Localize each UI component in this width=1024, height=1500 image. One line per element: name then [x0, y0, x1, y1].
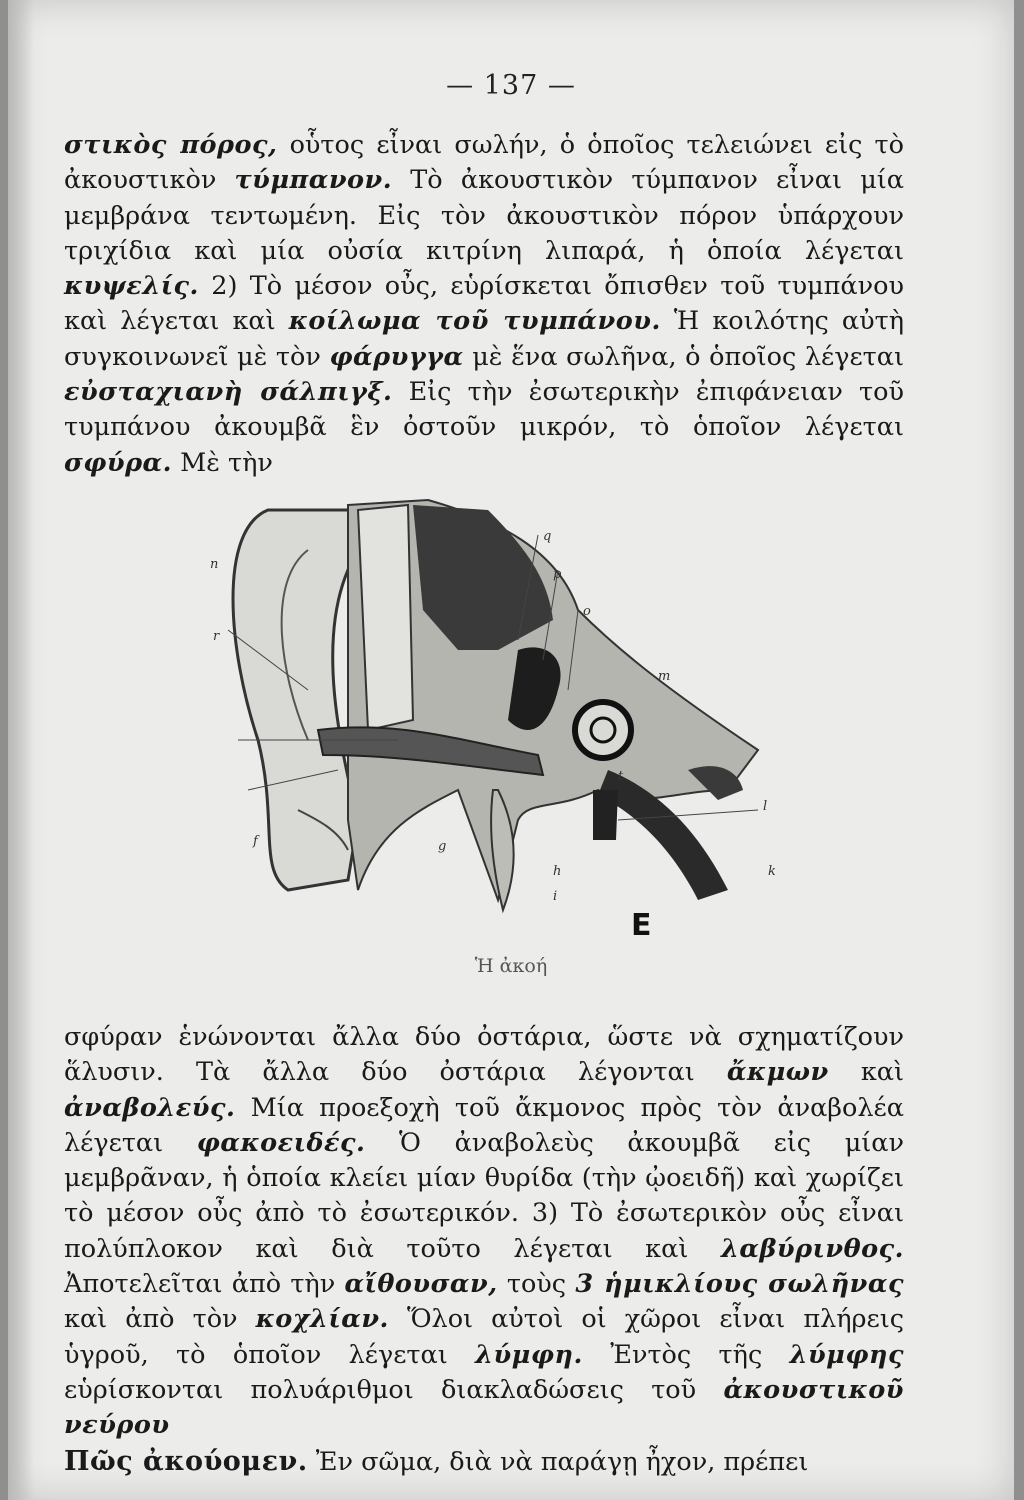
term-bold: λύμφη. — [475, 1339, 583, 1370]
text-run: Ἐν σῶμα, διὰ νὰ παράγῃ ἦχον, πρέπει — [307, 1446, 809, 1477]
text-run: οὗτος εἶναι σωλήν, ὁ ὁποῖος τελειώνει εἰς τὸ ἀκουστικὸν — [64, 130, 904, 196]
term-bold: λαβύρινθος. — [720, 1233, 904, 1264]
text-run: τοὺς — [497, 1269, 576, 1300]
text-run: Ὁ ἀναβολεὺς ἀκουμβᾶ εἰς μίαν μεμβρᾶναν, ἡ ὁποία κλείει μίαν θυρίδα (τὴν ᾠοειδῆ) καὶ χωρίζει τὸ μέσον οὖς ἀπὸ τὸ ἐσωτερικόν. 3) Τὸ ἐσωτερικὸν οὖς εἶναι πολύπλοκον καὶ διὰ τοῦτο λέγεται καὶ — [64, 1127, 904, 1264]
term-bold: σφύρα. — [64, 447, 173, 478]
figure-caption: Ἡ ἀκοή — [474, 955, 548, 977]
fig-label: n — [210, 557, 219, 572]
term-bold: τύμπανον. — [234, 165, 393, 196]
fig-label: i — [553, 889, 558, 904]
term-bold: 3 ἡμικλίους σωλῆνας — [575, 1269, 904, 1300]
text-run: 2) Τὸ μέσον οὖς, εὑρίσκεται ὄπισθεν τοῦ τυμπάνου καὶ λέγεται καὶ — [64, 271, 904, 337]
binding-shadow — [8, 0, 34, 1500]
fig-label: m — [658, 669, 671, 684]
fig-label: l — [763, 799, 768, 814]
term-bold: ἀκουστικοῦ νεύρου — [64, 1374, 904, 1441]
text-run: Ἀποτελεῖται ἀπὸ τὴν — [64, 1269, 345, 1300]
page-number: — 137 — — [446, 70, 576, 101]
fig-label: r — [213, 629, 220, 644]
term-bold: στικὸς πόρος, — [64, 130, 278, 160]
text-run: Ὅλοι αὐτοὶ οἱ χῶροι εἶναι πλήρεις ὑγροῦ, τὸ ὁποῖον λέγεται — [64, 1304, 905, 1370]
text-run: Εἰς τὴν ἐσωτερικὴν ἐπιφάνειαν τοῦ τυμπάνου ἀκουμβᾶ ἓν ὀστοῦν μικρόν, τὸ ὁποῖον λέγεται — [64, 377, 904, 443]
term-bold: αἴθουσαν, — [344, 1269, 498, 1300]
term-bold: κυψελίς. — [64, 271, 199, 302]
figure-corner-mark: E — [631, 908, 652, 943]
fig-label: f — [253, 834, 258, 849]
term-bold: κοχλίαν. — [255, 1304, 389, 1335]
term-bold: λύμφης — [789, 1339, 904, 1370]
paragraph-2 — [64, 1020, 904, 1480]
text-run: καὶ — [828, 1057, 904, 1088]
text-run: μὲ ἕνα σωλῆνα, ὁ ὁποῖος λέγεται — [463, 341, 904, 372]
text-run: Μὲ τὴν — [172, 447, 273, 478]
term-bold: εὐσταχιανὴ σάλπιγξ. — [64, 377, 393, 408]
text-run: καὶ ἀπὸ τὸν — [64, 1304, 256, 1335]
text-run: Μία προεξοχὴ τοῦ ἄκμονος πρὸς τὸν ἀναβολέα λέγεται — [64, 1092, 904, 1158]
text-run: Ἡ κοιλότης αὐτὴ συγκοινωνεῖ μὲ τὸν — [64, 306, 904, 372]
ear-anatomy-illustration — [198, 490, 798, 950]
fig-label: g — [438, 839, 447, 854]
text-run: Ἐντὸς τῆς — [582, 1339, 790, 1370]
text-run: εὑρίσκονται πολυάριθμοι διακλαδώσεις τοῦ — [64, 1374, 724, 1405]
paragraph-1 — [64, 128, 904, 481]
fig-label: p — [553, 567, 562, 582]
fig-label: q — [543, 529, 552, 544]
term-bold: φάρυγγα — [329, 341, 464, 372]
fig-label: h — [553, 864, 562, 879]
term-bold: κοίλωμα τοῦ τυμπάνου. — [288, 306, 661, 337]
section-heading: Πῶς ἀκούομεν. — [64, 1445, 308, 1477]
text-run: Τὸ ἀκουστικὸν τύμπανον εἶναι μία μεμβράνα τεντωμένη. Εἰς τὸν ἀκουστικὸν πόρον ὑπάρχουν τριχίδια καὶ μία οὐσία κιτρίνη λιπαρά, ἡ ὁποία λέγεται — [64, 165, 904, 266]
term-bold: φακοειδές. — [196, 1127, 366, 1158]
book-page — [8, 0, 1014, 1500]
fig-label: o — [583, 604, 591, 619]
fig-label: k — [768, 864, 776, 879]
term-bold: ἀναβολεύς. — [64, 1092, 236, 1123]
fig-label: t — [618, 769, 624, 784]
text-run: σφύραν ἑνώνονται ἄλλα δύο ὀστάρια, ὥστε νὰ σχηματίζουν ἅλυσιν. Τὰ ἄλλα δύο ὀστάρια λέγονται — [64, 1022, 904, 1088]
term-bold: ἄκμων — [726, 1057, 829, 1088]
